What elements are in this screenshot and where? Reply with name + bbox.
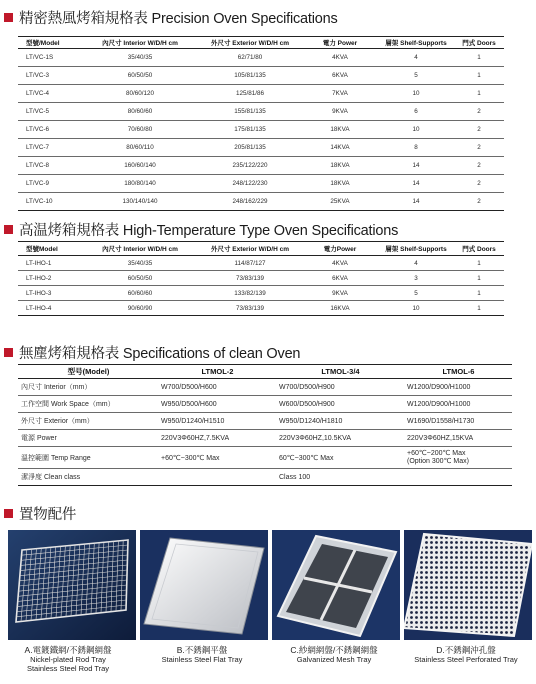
table-cell: 4	[378, 256, 454, 271]
table-cell: 1	[454, 49, 504, 67]
table-cell: 14	[378, 193, 454, 211]
table-cell: 80/60/110	[82, 139, 198, 157]
caption-perforated-tray	[400, 646, 532, 664]
caption-en: Stainless Steel Rod Tray	[26, 664, 110, 673]
table-row	[18, 379, 512, 396]
red-square-bullet-icon	[4, 13, 13, 22]
table-cell: 62/71/80	[198, 49, 302, 67]
table-cell: 4	[378, 49, 454, 67]
table-cell: LT/VC-1S	[18, 49, 82, 67]
table-cell	[158, 469, 276, 486]
table-cell: W700/D500/H600	[158, 379, 276, 396]
section-title-accessories	[4, 504, 76, 522]
header-cell: 層架 Shelf-Supports	[378, 242, 454, 256]
table-cell: 155/81/135	[198, 103, 302, 121]
header-cell: 門式 Doors	[454, 37, 504, 49]
table-cell: 5	[378, 67, 454, 85]
row-label: 工作空間 Work Space（mm）	[18, 396, 158, 413]
mesh-tray-image	[272, 530, 400, 640]
table-cell	[404, 469, 512, 486]
section-title-clean-oven	[4, 343, 300, 361]
table-cell: 125/81/86	[198, 85, 302, 103]
table-cell: 4KVA	[302, 49, 378, 67]
table-row	[18, 430, 512, 447]
table-cell: 10	[378, 121, 454, 139]
header-cell: LTMOL-6	[404, 365, 512, 379]
red-square-bullet-icon	[4, 348, 13, 357]
table-cell: W1690/D1558/H1730	[404, 413, 512, 430]
table-cell: 3	[378, 271, 454, 286]
caption-flat-tray	[136, 646, 268, 664]
table-cell: 73/83/139	[198, 301, 302, 316]
table-cell: 248/162/229	[198, 193, 302, 211]
table-row	[18, 103, 504, 121]
caption-cn: D.不銹鋼沖孔盤	[436, 645, 496, 655]
table-cell: LT/VC-7	[18, 139, 82, 157]
table-cell: 1	[454, 271, 504, 286]
table-row	[18, 139, 504, 157]
table-row	[18, 85, 504, 103]
table-cell: LT/VC-8	[18, 157, 82, 175]
row-label: 外尺寸 Exterior（mm）	[18, 413, 158, 430]
perforated-tray-image	[404, 530, 532, 640]
table-cell: LT/VC-6	[18, 121, 82, 139]
rod-tray-image	[8, 530, 136, 640]
table-cell: 80/60/60	[82, 103, 198, 121]
table-cell: 6	[378, 103, 454, 121]
row-label: 內尺寸 Interior（mm）	[18, 379, 158, 396]
table-header-row	[18, 365, 512, 379]
table-cell: 220V3Φ60HZ,7.5KVA	[158, 430, 276, 447]
section-heading: 置物配件	[19, 506, 77, 523]
table-cell: 6KVA	[302, 67, 378, 85]
table-cell: LT/VC-9	[18, 175, 82, 193]
table-cell: 70/60/80	[82, 121, 198, 139]
table-cell: 8	[378, 139, 454, 157]
table-cell: +60℃~300℃ Max	[158, 447, 276, 469]
table-cell: 130/140/140	[82, 193, 198, 211]
table-cell: 180/80/140	[82, 175, 198, 193]
table-cell: 18KVA	[302, 157, 378, 175]
table-row	[18, 121, 504, 139]
table-cell: 10	[378, 301, 454, 316]
table-cell: LT/VC-3	[18, 67, 82, 85]
table-cell: Class 100	[276, 469, 404, 486]
row-label: 溫控範圍 Temp Range	[18, 447, 158, 469]
row-label: 電源 Power	[18, 430, 158, 447]
table-header-row	[18, 37, 504, 49]
table-cell: 205/81/135	[198, 139, 302, 157]
table-cell: 175/81/135	[198, 121, 302, 139]
table-cell: W950/D1240/H1810	[276, 413, 404, 430]
header-cell: 型号(Model)	[18, 365, 158, 379]
table-cell: 16KVA	[302, 301, 378, 316]
section-heading: 高温烤箱規格表 High-Temperature Type Oven Specifications	[19, 222, 399, 239]
table-cell: 248/122/230	[198, 175, 302, 193]
table-cell: 60/50/50	[82, 67, 198, 85]
header-cell: 型號/Model	[18, 37, 82, 49]
table-cell: 9KVA	[302, 103, 378, 121]
section-heading: 無塵烤箱規格表 Specifications of clean Oven	[19, 345, 301, 362]
table-cell: 6KVA	[302, 271, 378, 286]
table-cell: 9KVA	[302, 286, 378, 301]
header-cell: 外尺寸 Exterior W/D/H cm	[198, 242, 302, 256]
table-cell: 60/50/50	[82, 271, 198, 286]
table-row	[18, 256, 504, 271]
table-cell: W600/D500/H900	[276, 396, 404, 413]
table-cell: 1	[454, 67, 504, 85]
row-label: 潔淨度 Clean class	[18, 469, 158, 486]
table-cell: 35/40/35	[82, 256, 198, 271]
table-row	[18, 396, 512, 413]
table-cell: +60℃~200℃ Max (Option 300℃ Max)	[404, 447, 512, 469]
section-heading: 精密熱風烤箱規格表 Precision Oven Specifications	[19, 10, 338, 27]
table-cell: 220V3Φ60HZ,15KVA	[404, 430, 512, 447]
table-row	[18, 301, 504, 316]
caption-en: Galvanized Mesh Tray	[296, 655, 372, 664]
precision-spec-table	[18, 36, 504, 211]
table-cell: 105/81/135	[198, 67, 302, 85]
header-cell: 門式 Doors	[454, 242, 504, 256]
table-cell: 14	[378, 175, 454, 193]
table-cell: 235/122/220	[198, 157, 302, 175]
table-cell: 18KVA	[302, 175, 378, 193]
table-cell: LT-IHO-3	[18, 286, 82, 301]
table-cell: W1200/D900/H1000	[404, 396, 512, 413]
table-row	[18, 157, 504, 175]
caption-rod-tray	[2, 646, 134, 673]
caption-mesh-tray	[268, 646, 400, 664]
table-cell: LT-IHO-1	[18, 256, 82, 271]
accessory-photos	[8, 530, 532, 640]
table-cell: 5	[378, 286, 454, 301]
table-cell: W950/D1240/H1510	[158, 413, 276, 430]
red-square-bullet-icon	[4, 509, 13, 518]
table-cell: 60/60/60	[82, 286, 198, 301]
header-cell: 內尺寸 Interior W/D/H cm	[82, 242, 198, 256]
header-cell: 內尺寸 Interior W/D/H cm	[82, 37, 198, 49]
caption-cn: B.不銹鋼平盤	[176, 645, 228, 655]
table-row	[18, 175, 504, 193]
table-row	[18, 469, 512, 486]
red-square-bullet-icon	[4, 225, 13, 234]
table-cell: 60℃~300℃ Max	[276, 447, 404, 469]
table-cell: 90/60/90	[82, 301, 198, 316]
table-row	[18, 413, 512, 430]
table-row	[18, 286, 504, 301]
header-cell: 外尺寸 Exterior W/D/H cm	[198, 37, 302, 49]
caption-cn: A.電鍍鐵網/不銹鋼網盤	[24, 645, 112, 655]
table-cell: 73/83/139	[198, 271, 302, 286]
table-cell: 2	[454, 103, 504, 121]
table-cell: 2	[454, 139, 504, 157]
table-cell: 1	[454, 286, 504, 301]
high-temp-spec-table	[18, 241, 504, 316]
table-cell: W1200/D900/H1000	[404, 379, 512, 396]
table-cell: 14	[378, 157, 454, 175]
table-header-row	[18, 242, 504, 256]
table-cell: 4KVA	[302, 256, 378, 271]
header-cell: LTMOL-3/4	[276, 365, 404, 379]
caption-en: Stainless Steel Perforated Tray	[414, 655, 518, 664]
table-row	[18, 67, 504, 85]
table-cell: 2	[454, 121, 504, 139]
table-row	[18, 447, 512, 469]
table-cell: 10	[378, 85, 454, 103]
header-cell: 型號Model	[18, 242, 82, 256]
table-cell: 2	[454, 175, 504, 193]
header-cell: 電力 Power	[302, 37, 378, 49]
table-cell: 1	[454, 301, 504, 316]
table-cell: 14KVA	[302, 139, 378, 157]
caption-en: Nickel-plated Rod Tray	[30, 655, 106, 664]
caption-cn: C.紗網網盤/不銹鋼網盤	[290, 645, 378, 655]
table-cell: 18KVA	[302, 121, 378, 139]
header-cell: LTMOL-2	[158, 365, 276, 379]
table-cell: 1	[454, 256, 504, 271]
table-cell: 35/40/35	[82, 49, 198, 67]
table-cell: W950/D500/H600	[158, 396, 276, 413]
table-row	[18, 271, 504, 286]
flat-tray-image	[140, 530, 268, 640]
clean-oven-spec-table	[18, 364, 512, 486]
table-cell: LT/VC-5	[18, 103, 82, 121]
table-cell: LT/VC-10	[18, 193, 82, 211]
table-cell: 25KVA	[302, 193, 378, 211]
table-cell: 133/82/139	[198, 286, 302, 301]
table-cell: LT-IHO-4	[18, 301, 82, 316]
table-row	[18, 193, 504, 211]
table-cell: 2	[454, 193, 504, 211]
table-row	[18, 49, 504, 67]
table-cell: 80/60/120	[82, 85, 198, 103]
header-cell: 電力Power	[302, 242, 378, 256]
header-cell: 層架 Shelf-Supports	[378, 37, 454, 49]
table-cell: LT-IHO-2	[18, 271, 82, 286]
table-cell: 2	[454, 157, 504, 175]
table-cell: 7KVA	[302, 85, 378, 103]
caption-en: Stainless Steel Flat Tray	[161, 655, 243, 664]
table-cell: 114/87/127	[198, 256, 302, 271]
section-title-precision	[4, 8, 338, 26]
table-cell: LT/VC-4	[18, 85, 82, 103]
table-cell: 220V3Φ60HZ,10.5KVA	[276, 430, 404, 447]
table-cell: 1	[454, 85, 504, 103]
section-title-high-temp	[4, 220, 398, 238]
table-cell: 160/60/140	[82, 157, 198, 175]
table-cell: W700/D500/H900	[276, 379, 404, 396]
